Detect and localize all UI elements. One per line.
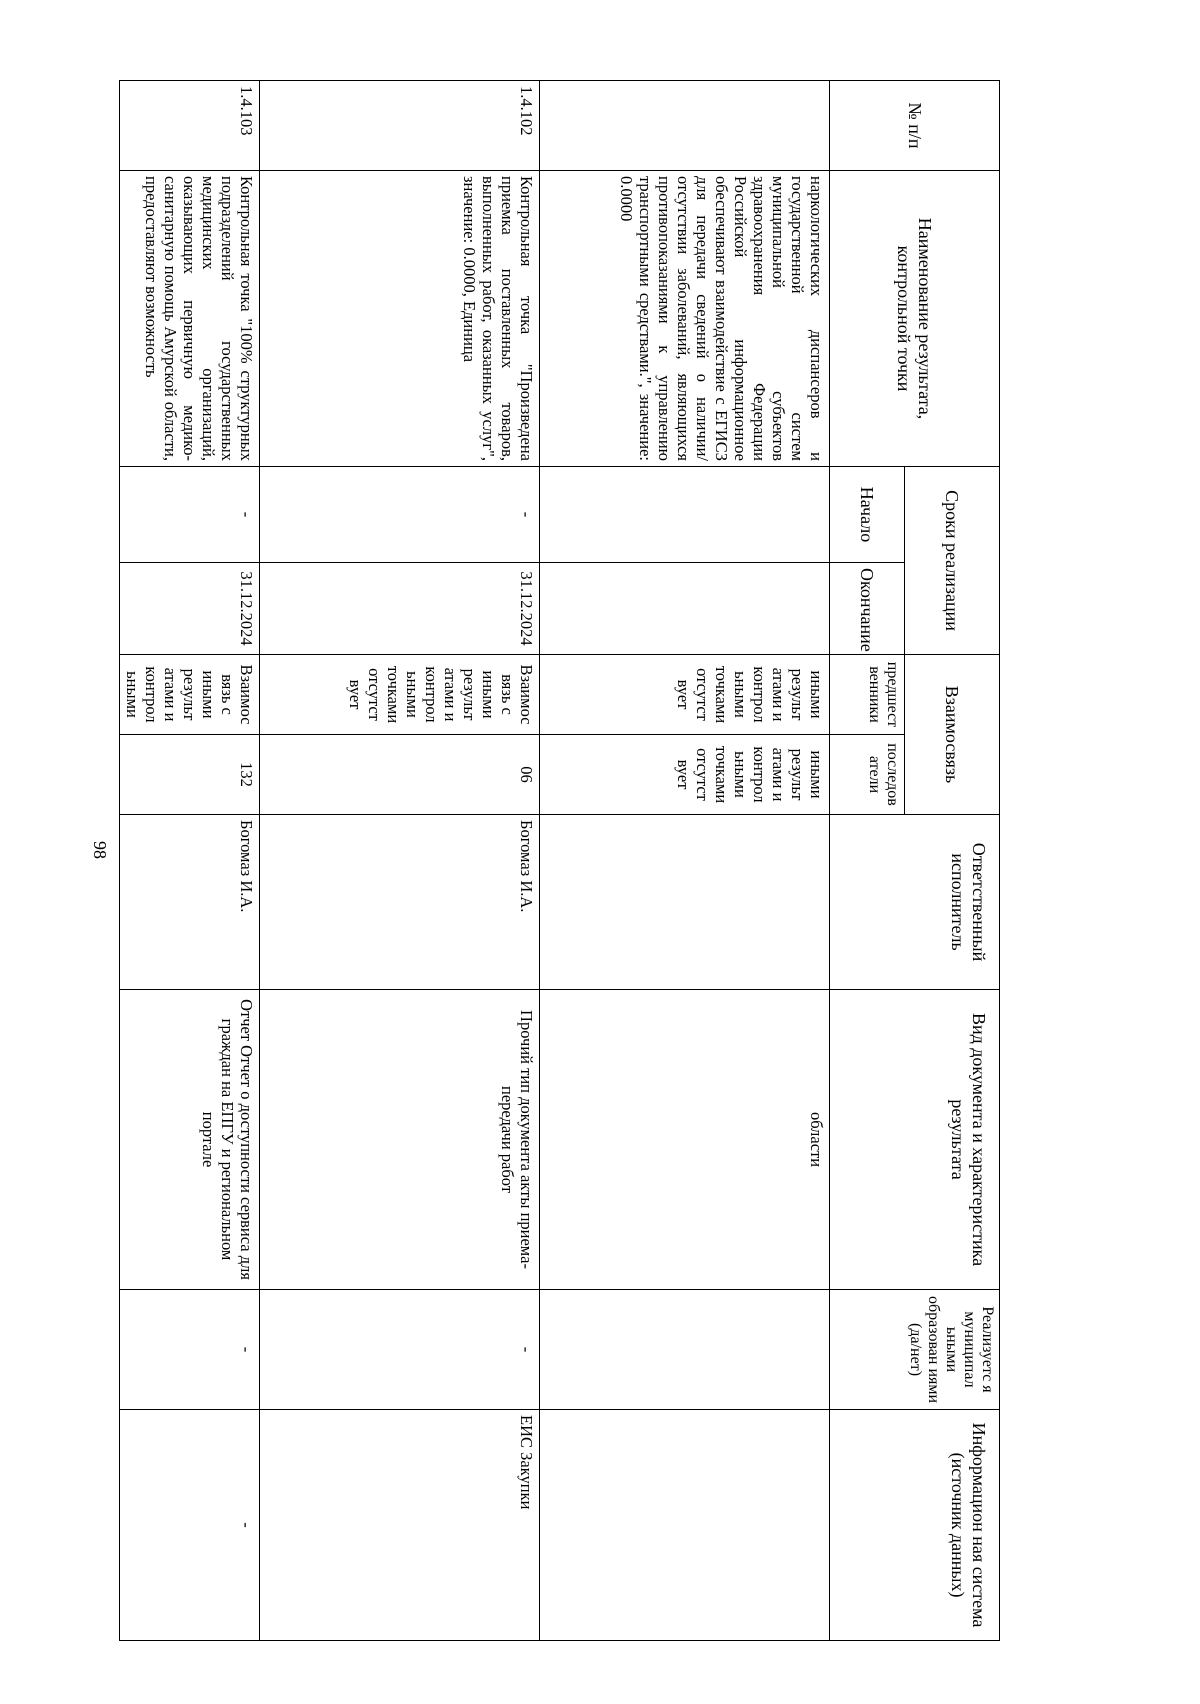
header-responsible: Ответственный исполнитель — [830, 815, 1000, 990]
cell-info-system: - — [120, 1410, 260, 1641]
table-row — [120, 81, 260, 1641]
cell-name: наркологических диспансеров и государственной систем муниципальной субъектов здравоохранения Федерации Российской информационное обеспечивают взаимодействие с ЕГИСЗ для передачи сведений о наличии/отсутствии заболеваний, являющихся противопоказаниями к управлению транспортными средствами.", значение: 0.0000 — [540, 171, 830, 467]
cell-end: 31.12.2024 — [260, 563, 540, 655]
cell-num: 1.4.103 — [120, 81, 260, 171]
header-num: № п/п — [830, 81, 1000, 171]
cell-end: 31.12.2024 — [120, 563, 260, 655]
cell-start: - — [120, 467, 260, 563]
cell-num — [540, 81, 830, 171]
header-end: Окончание — [830, 563, 905, 655]
header-relation: Взаимосвязь — [905, 655, 1000, 815]
page-number: 98 — [90, 841, 110, 859]
header-predecessors: предшест венники — [830, 655, 905, 735]
header-successors: последов атели — [830, 735, 905, 815]
cell-predecessors: Взаимос вязь с иными результ атами и контрол ьными — [120, 655, 260, 735]
cell-start: - — [260, 467, 540, 563]
header-info-system: Информацион ная система (источник данных) — [830, 1410, 1000, 1641]
cell-predecessors: Взаимос вязь с иными результ атами и контрол ьными точками отсутст вует — [260, 655, 540, 735]
cell-predecessors: иными результ атами и контрол ьными точками отсутст вует — [540, 655, 830, 735]
document-table-container — [123, 80, 1000, 1640]
cell-doc-type: области — [540, 990, 830, 1290]
cell-info-system — [540, 1410, 830, 1641]
cell-doc-type: Отчет Отчет о доступности сервиса для граждан на ЕПГУ и региональном портале — [120, 990, 260, 1290]
cell-successors: 06 — [260, 735, 540, 815]
table-row — [540, 81, 830, 1641]
cell-num: 1.4.102 — [260, 81, 540, 171]
cell-start — [540, 467, 830, 563]
cell-info-system: ЕИС Закупки — [260, 1410, 540, 1641]
table-row — [260, 81, 540, 1641]
cell-municipal — [540, 1290, 830, 1410]
cell-responsible: Богомаз И.А. — [120, 815, 260, 990]
header-doc-type: Вид документа и характеристика результата — [830, 990, 1000, 1290]
cell-responsible — [540, 815, 830, 990]
cell-end — [540, 563, 830, 655]
header-municipal: Реализуетс я муниципал ьными образован иями (да/нет) — [830, 1290, 1000, 1410]
header-terms: Сроки реализации — [905, 467, 1000, 655]
cell-name: Контрольная точка "100% структурных подразделений государственных медицинских организаций, оказывающих первичную медико-санитарную помощь Амурской области, предоставляют возможность — [120, 171, 260, 467]
cell-successors: 132 — [120, 735, 260, 815]
cell-municipal: - — [260, 1290, 540, 1410]
cell-municipal: - — [120, 1290, 260, 1410]
cell-successors: иными результ атами и контрол ьными точками отсутст вует — [540, 735, 830, 815]
header-row — [905, 81, 1000, 1641]
header-name: Наименование результата, контрольной точки — [830, 171, 1000, 467]
results-table — [119, 80, 1000, 1641]
header-start: Начало — [830, 467, 905, 563]
cell-name: Контрольная точка "Произведена приемка поставленных товаров, выполненных работ, оказанных услуг", значение: 0.0000, Единица — [260, 171, 540, 467]
cell-doc-type: Прочий тип документа акты приема-передачи работ — [260, 990, 540, 1290]
cell-responsible: Богомаз И.А. — [260, 815, 540, 990]
